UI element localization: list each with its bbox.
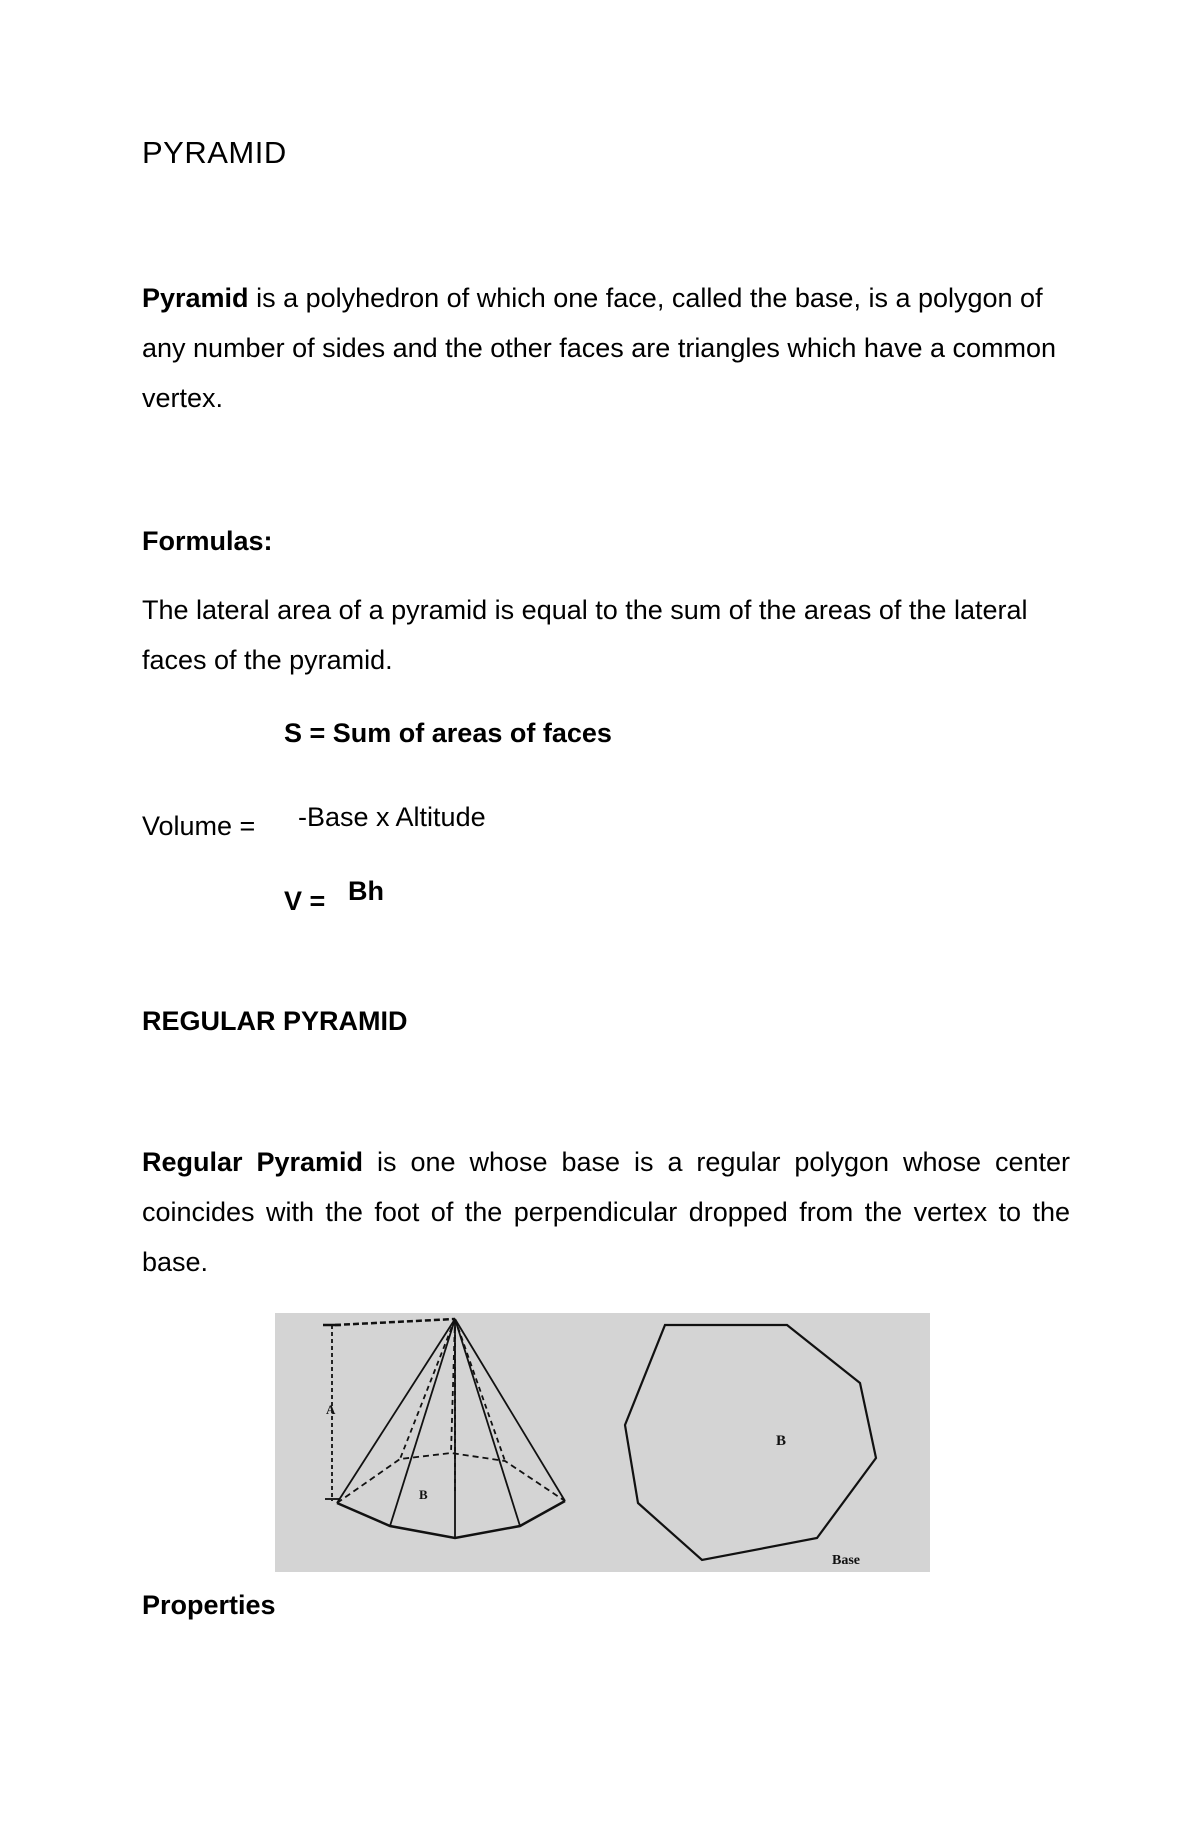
lateral-area-paragraph: The lateral area of a pyramid is equal to the sum of the areas of the lateral faces of the pyramid. bbox=[142, 595, 1028, 675]
regular-term: Regular Pyramid bbox=[142, 1147, 364, 1177]
regular-pyramid-heading: REGULAR PYRAMID bbox=[142, 1006, 408, 1036]
surface-formula: S = Sum of areas of faces bbox=[284, 718, 612, 748]
octagon-base-shape bbox=[625, 1325, 876, 1560]
intro-paragraph bbox=[142, 273, 1072, 423]
pyramid-drawing bbox=[323, 1319, 565, 1538]
v-expression: Bh bbox=[348, 876, 384, 906]
properties-heading: Properties bbox=[142, 1590, 276, 1620]
pyramid-figure-svg bbox=[275, 1313, 930, 1572]
regular-pyramid-paragraph bbox=[142, 1137, 1070, 1287]
pyramid-figure bbox=[275, 1313, 930, 1572]
base-caption: Base bbox=[832, 1553, 860, 1568]
volume-label: Volume = bbox=[142, 811, 256, 841]
pyramid-base-label: B bbox=[419, 1487, 428, 1502]
intro-text: is a polyhedron of which one face, called the base, is a polygon of any number of sides and the other faces are triangles which have a common vertex. bbox=[142, 283, 1057, 413]
formulas-heading: Formulas: bbox=[142, 526, 273, 556]
page-title: PYRAMID bbox=[142, 135, 287, 170]
octagon-center-label: B bbox=[776, 1433, 787, 1449]
v-label: V = bbox=[284, 886, 326, 916]
intro-term: Pyramid bbox=[142, 283, 249, 313]
regular-text: is one whose base is a regular polygon whose center coincides with the foot of the perpendicular dropped from the vertex to the base. bbox=[142, 1147, 1071, 1277]
altitude-label: A bbox=[326, 1402, 336, 1417]
volume-expression: -Base x Altitude bbox=[298, 802, 486, 832]
